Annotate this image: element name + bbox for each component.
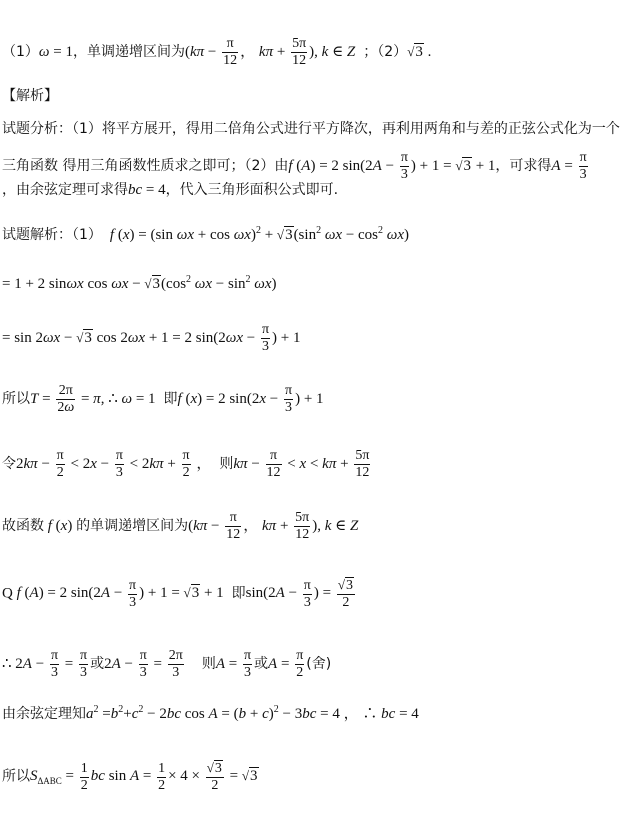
huo-text-2: 或 [254,655,269,672]
answer-part2-label: ；（2） [363,43,408,60]
a-value-1: A = $\frac{\pi}{3}$ [215,648,252,680]
solution-line-cos-law [2,705,419,722]
analysis-text-2a: 三角函数 得用三角函数性质求之即可；（2）由 [2,157,289,174]
she-text: (舍) [306,655,332,672]
answer-part2-value: √3 . [407,43,432,60]
analysis-text-3b: ，代入三角形面积公式即可. [165,182,339,198]
analysis-text-3a: ，由余弦定理可求得 [2,182,128,198]
inequality-eq-1: 2kπ − $\frac{\pi}{2}$ < 2x − $\frac{\pi}{3}$ < 2kπ + $\frac{\pi}{2}$ ， [16,448,212,480]
area-eq: $S_{\Delta ABC}$ = $\frac{1}{2}$ bc sin A = $\frac{1}{2}$ × 4 × $\frac{√3}{2}$ = √3 [30,760,258,793]
analysis-text-1: （1）将平方展开，得用二倍角公式进行平方降次，再利用两角和与差的正弦公式化为一个 [72,121,620,137]
analysis-text-2b: ，可求得 [495,157,552,174]
analysis-line-3 [2,183,338,198]
inequality-eq-2: kπ − $\frac{\pi}{12}$ < x < kπ + $\frac{5\pi}{12}$ [233,448,370,480]
sin-eq: sin(2A − $\frac{\pi}{3}$ ) = $\frac{√3}{2}$ [245,577,353,610]
analysis-label: 试题分析： [2,121,72,137]
ze-text-2: 则 [201,655,216,672]
ze-text: 则 [219,455,234,472]
analysis-heading: 【解析】 [2,88,58,104]
fx-label: f (x) [47,517,77,534]
answer-interval: (kπ − $\frac{\pi}{12}$ ， kπ + $\frac{5\pi}{12}$ ), k ∈ Z [184,36,356,68]
q-symbol: Q [2,585,13,602]
ji-text: 即 [163,390,178,407]
solution-line-area [2,760,259,794]
ling-text: 令 [2,455,16,472]
huo-text-1: 或 [90,655,105,672]
cos-law-text: 由余弦定理知 [2,706,86,722]
solution-eq-3: = sin 2ωx − √3 cos 2ωx + 1 = 2 sin(2ωx − $\frac{\pi}{3}$ ) + 1 [2,322,301,354]
so-text: 所以 [2,390,30,407]
solution-label: 试题解析：（1） [2,227,102,243]
answer-line [2,36,431,69]
solution-line-inequality [2,448,372,481]
solution-line-fa [2,577,357,611]
solution-line-cases [2,648,331,681]
case-eq-2: 2A − $\frac{\pi}{3}$ = $\frac{2\pi}{3}$ [104,648,183,680]
fa-eq: f (A) = 2 sin(2A − $\frac{\pi}{3}$ ) + 1 = √3 + 1 [16,577,224,610]
solution-line-period [2,383,324,416]
analysis-eq-3: bc = 4 [128,182,166,198]
gu-text: 故函数 [2,517,44,534]
period-eq: T = $\frac{2\pi}{2\omega}$ = π, ∴ ω = 1 [30,383,156,415]
omega-value: ω = 1 [38,43,73,60]
solution-eq-2: = 1 + 2 sinωx $\cos \omega x - √3(\cos^2$ $\omega x - \sin^2 \omega x$) [2,274,277,292]
analysis-line-1 [2,122,620,136]
solution-line-1 [2,226,409,243]
solution-eq-1: f (x) = (sin $\omega x + \cos \omega x)^2 + √3(\sin^2$ $\omega x - \cos^2 \omega x$) [109,225,410,243]
analysis-eq-1: f (A) = 2 sin(2A − $\frac{\pi}{3}$ ) + 1 = √3 + 1 [288,150,496,182]
gu-text-2: 的单调递增区间为 [76,517,189,534]
cos-law-eq: $a^2 =b^2+c^2 - 2bc$ $\cos A = (b + c)^2 - 3bc = 4$ ， ∴ bc = 4 [86,704,419,722]
interval-eq: (kπ − $\frac{\pi}{12}$ ， kπ + $\frac{5\pi}{12}$ ), k ∈ Z [188,510,359,542]
analysis-line-2 [2,150,590,183]
a-value-2: A = $\frac{\pi}{2}$ [268,648,304,680]
answer-part1-text: ，单调递增区间为 [72,43,185,60]
case-eq-1: ∴ 2A − $\frac{\pi}{3}$ = $\frac{\pi}{3}$ [2,648,88,680]
therefore-text: 所以 [2,768,30,785]
f-simplified-eq: f (x) = 2 sin(2x − $\frac{\pi}{3}$ ) + 1 [177,383,324,415]
analysis-eq-2: A = $\frac{\pi}{3}$ [551,150,587,182]
solution-line-interval [2,510,358,543]
ji2-text: 即 [231,585,246,602]
answer-part1-label: （1） [2,43,39,60]
